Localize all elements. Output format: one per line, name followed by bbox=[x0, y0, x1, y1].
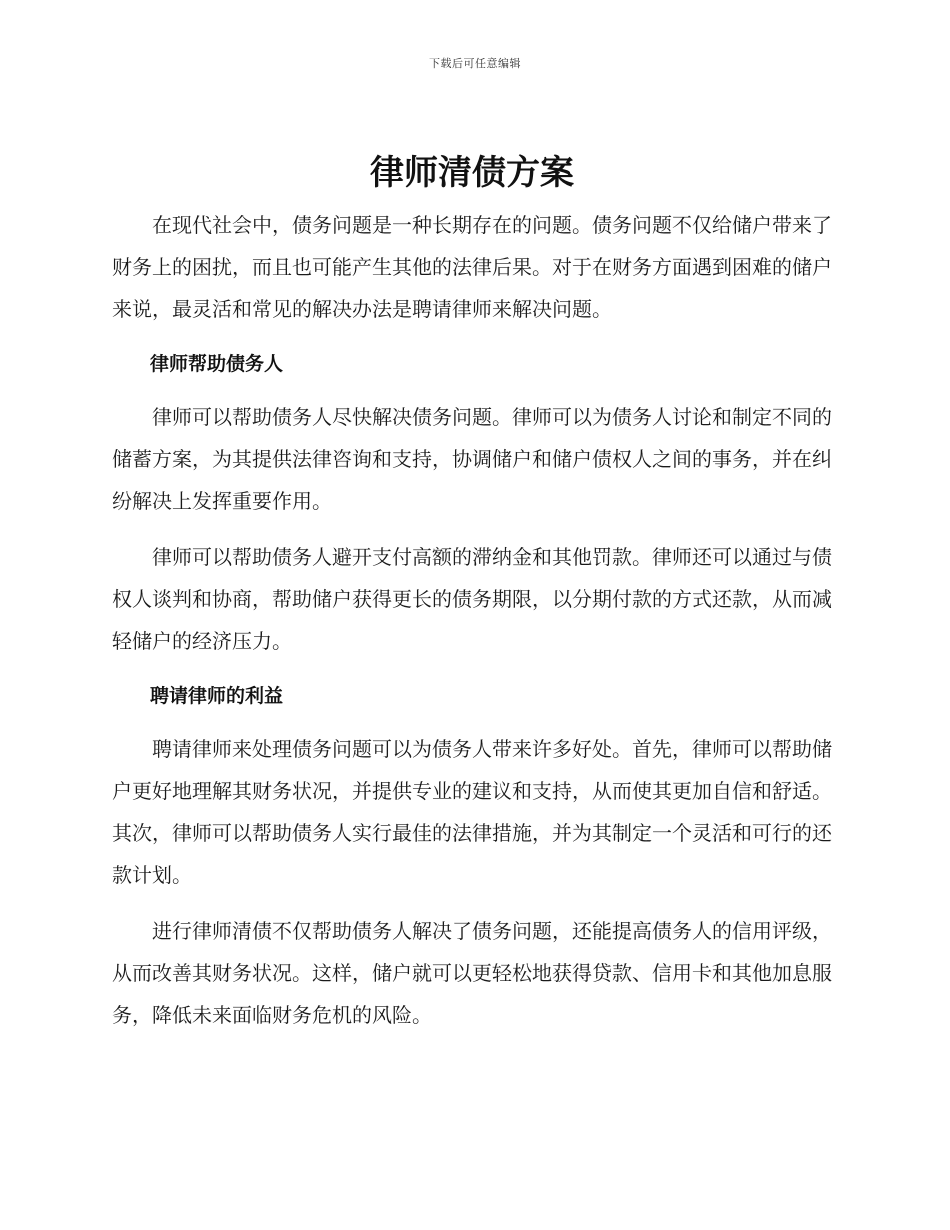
body-paragraph: 律师可以帮助债务人避开支付高额的滞纳金和其他罚款。律师还可以通过与债权人谈判和协商，帮助储户获得更长的债务期限，以分期付款的方式还款，从而减轻储户的经济压力。 bbox=[112, 545, 832, 653]
document-body bbox=[112, 148, 832, 1050]
document-title: 律师清债方案 bbox=[370, 153, 574, 193]
body-paragraph: 聘请律师来处理债务问题可以为债务人带来许多好处。首先，律师可以帮助储户更好地理解其财务状况，并提供专业的建议和支持，从而使其更加自信和舒适。其次，律师可以帮助债务人实行最佳的法律措施，并为其制定一个灵活和可行的还款计划。 bbox=[112, 737, 832, 887]
body-paragraph: 律师可以帮助债务人尽快解决债务问题。律师可以为债务人讨论和制定不同的储蓄方案，为其提供法律咨询和支持，协调储户和储户债权人之间的事务，并在纠纷解决上发挥重要作用。 bbox=[112, 405, 832, 513]
section-heading-lawyer-help: 律师帮助债务人 bbox=[150, 353, 284, 375]
section-heading-benefits: 聘请律师的利益 bbox=[150, 685, 284, 707]
body-paragraph: 进行律师清债不仅帮助债务人解决了债务问题，还能提高债务人的信用评级，从而改善其财务状况。这样，储户就可以更轻松地获得贷款、信用卡和其他加息服务，降低未来面临财务危机的风险。 bbox=[112, 919, 832, 1027]
intro-paragraph: 在现代社会中，债务问题是一种长期存在的问题。债务问题不仅给储户带来了财务上的困扰，而且也可能产生其他的法律后果。对于在财务方面遇到困难的储户来说，最灵活和常见的解决办法是聘请律师来解决问题。 bbox=[112, 213, 832, 321]
header-note: 下载后可任意编辑 bbox=[429, 57, 521, 70]
